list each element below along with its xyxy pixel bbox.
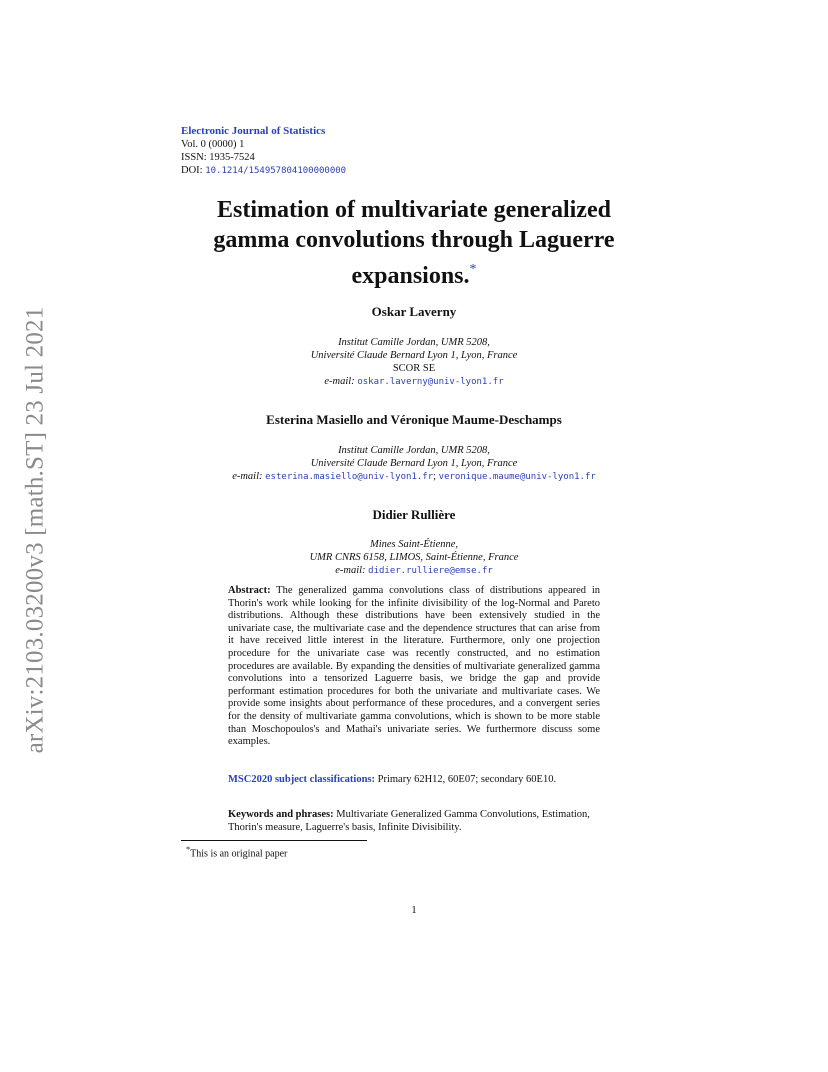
page-number: 1: [411, 904, 417, 916]
footnote-divider: [181, 840, 367, 841]
footnote: [186, 845, 287, 859]
author-name-2: Esterina Masiello and Véronique Maume-Deschamps: [266, 412, 562, 427]
email-label: e-mail:: [324, 376, 358, 387]
abstract-label: Abstract:: [228, 585, 271, 596]
affiliation-line: UMR CNRS 6158, LIMOS, Saint-Étienne, France: [309, 552, 519, 563]
email-link[interactable]: didier.rulliere@emse.fr: [368, 566, 493, 576]
title-footnote-mark[interactable]: *: [469, 262, 477, 277]
affiliation-line: Institut Camille Jordan, UMR 5208,: [338, 337, 490, 348]
arxiv-side-stamp: [14, 285, 56, 775]
paper-title: [150, 195, 678, 291]
doi-label: DOI:: [181, 165, 206, 176]
keywords: [228, 808, 600, 834]
affiliation-line: SCOR SE: [392, 363, 436, 374]
affiliation-line: Institut Camille Jordan, UMR 5208,: [338, 445, 490, 456]
journal-header: [181, 125, 346, 178]
email-separator: ;: [433, 471, 439, 482]
footnote-text: This is an original paper: [190, 848, 288, 860]
author-name-1: Oskar Laverny: [371, 304, 457, 319]
journal-name-link[interactable]: Electronic Journal of Statistics: [181, 125, 326, 137]
email-link-2[interactable]: veronique.maume@univ-lyon1.fr: [438, 472, 596, 482]
affiliation-line: Université Claude Bernard Lyon 1, Lyon, France: [310, 458, 518, 469]
abstract: [228, 585, 600, 749]
email-label: e-mail:: [335, 565, 369, 576]
msc-label-link[interactable]: MSC2020 subject classifications:: [228, 774, 375, 785]
email-line: [150, 564, 678, 578]
title-line-3-text: expansions.: [351, 263, 470, 289]
author-affiliation-3: [150, 538, 678, 578]
affiliation-line: Université Claude Bernard Lyon 1, Lyon, France: [310, 350, 518, 361]
email-link[interactable]: esterina.masiello@univ-lyon1.fr: [265, 472, 434, 482]
journal-doi-line: [181, 164, 346, 178]
affiliation-line: Mines Saint-Étienne,: [369, 539, 459, 550]
footnote-mark: *: [186, 845, 191, 854]
journal-volume: Vol. 0 (0000) 1: [181, 139, 245, 150]
msc-text: Primary 62H12, 60E07; secondary 60E10.: [377, 774, 557, 785]
abstract-text: The generalized gamma convolutions class of distributions appeared in Thorin's work while looking for the infinite divisibility of the log-Normal and Pareto distributions. Although these distributions have been extensively studied in the univariate case, the multivariate case and the dependence structures that can arise from it have received little interest in the literature. Furthermore, only one projection procedure for the univariate case was recently constructed, and no estimation procedures are available. By expanding the densities of multivariate generalized gamma convolutions into a tensorized Laguerre basis, we bridge the gap and provide performant estimation procedures for both the univariate and multivariate cases. We provide some insights about performance of these procedures, and a convergent series for the density of multivariate gamma convolutions, which is shown to be more stable than Moschopoulos's and Mathai's univariate series. We furthermore discuss some examples.: [228, 585, 600, 748]
email-line: [150, 375, 678, 389]
keywords-text: Multivariate Generalized Gamma Convolutions, Estimation, Thorin's measure, Laguerre's basis, Infinite Divisibility.: [228, 809, 590, 833]
title-line-1: Estimation of multivariate generalized: [217, 197, 611, 223]
author-name-3: Didier Rullière: [372, 507, 456, 522]
email-link[interactable]: oskar.laverny@univ-lyon1.fr: [357, 377, 504, 387]
keywords-label: Keywords and phrases:: [228, 809, 334, 820]
email-label: e-mail:: [232, 471, 266, 482]
title-line-3: [150, 255, 678, 291]
journal-issn: ISSN: 1935-7524: [181, 152, 255, 163]
msc-classifications: [228, 773, 600, 786]
author-affiliation-2: [150, 444, 678, 484]
title-line-2: gamma convolutions through Laguerre: [213, 227, 615, 253]
arxiv-identifier: arXiv:2103.03200v3 [math.ST] 23 Jul 2021: [21, 306, 49, 754]
doi-link[interactable]: 10.1214/154957804100000000: [205, 166, 347, 176]
email-line: [150, 470, 678, 484]
author-affiliation-1: [150, 336, 678, 389]
